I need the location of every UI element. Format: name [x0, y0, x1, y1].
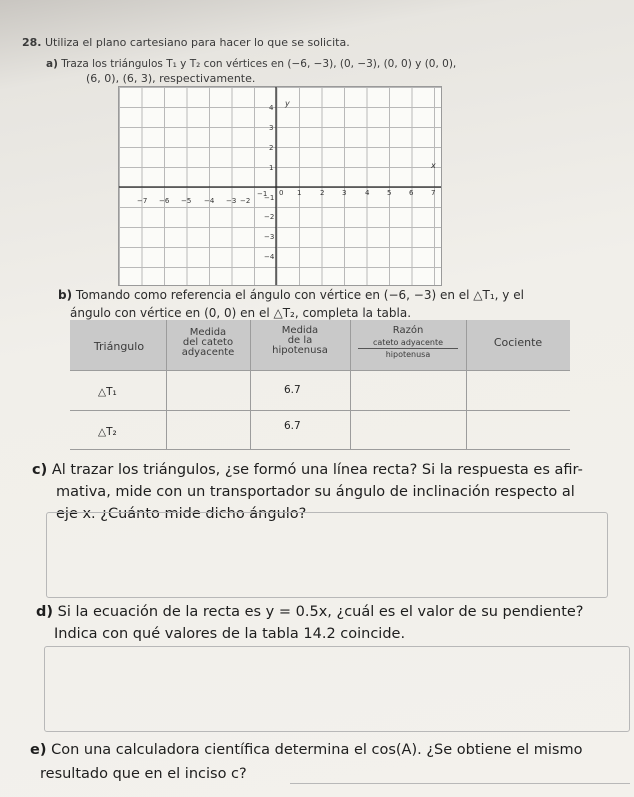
y-tick: 2: [269, 144, 274, 152]
col3-line: de la: [287, 335, 313, 346]
x-tick: 2: [320, 189, 325, 197]
x-tick: 6: [409, 189, 414, 197]
col-divider: [250, 320, 251, 450]
part-e-label: e): [30, 742, 47, 758]
part-e-text2: resultado que en el inciso c?: [40, 766, 247, 782]
part-a-label: a): [46, 58, 58, 70]
plane-axes: [119, 87, 441, 285]
part-e-line1: [30, 742, 582, 758]
col-header-ratio: [352, 326, 464, 360]
part-c-text1: Al trazar los triángulos, ¿se formó una línea recta? Si la respuesta es afir-: [51, 462, 583, 478]
answer-cell-quotient-t2[interactable]: [468, 412, 568, 448]
ratio-table: [70, 320, 570, 450]
part-e-text1: Con una calculadora científica determina el cos(A). ¿Se obtiene el mismo: [51, 742, 583, 758]
row-triangle-t2: △T₂: [98, 426, 117, 438]
part-b-text2: ángulo con vértice en (0, 0) en el △T₂, completa la tabla.: [70, 306, 412, 320]
row-triangle-t1: △T₁: [98, 386, 117, 398]
y-tick: 3: [269, 124, 274, 132]
col-header-hypotenuse: [252, 326, 348, 356]
part-b-text1: Tomando como referencia el ángulo con vértice en (−6, −3) en el △T₁, y el: [75, 288, 524, 302]
part-a-text2: (6, 0), (6, 3), respectivamente.: [86, 72, 256, 85]
col-divider: [166, 320, 167, 450]
ratio-denominator: hipotenusa: [385, 350, 431, 359]
ratio-numerator: cateto adyacente: [358, 338, 458, 349]
row-divider: [70, 410, 570, 411]
part-d-text1: Si la ecuación de la recta es y = 0.5x, ¿cuál es el valor de su pendiente?: [57, 604, 584, 620]
part-b-line1: [58, 288, 524, 302]
answer-line-e[interactable]: [290, 783, 630, 784]
answer-cell-adjacent-t1[interactable]: [168, 372, 249, 409]
x-tick: −5: [181, 197, 192, 205]
col-divider: [466, 320, 467, 450]
x-tick: −6: [159, 197, 170, 205]
y-tick: −1: [264, 194, 275, 202]
col-header-triangle: Triángulo: [93, 340, 145, 353]
x-tick: −2: [240, 197, 251, 205]
x-tick: 7: [431, 189, 436, 197]
row-divider: [70, 449, 570, 450]
x-tick: 3: [342, 189, 347, 197]
problem-intro-text: Utiliza el plano cartesiano para hacer lo que se solicita.: [45, 36, 350, 49]
part-a-line1: [46, 58, 456, 70]
x-tick: 1: [297, 189, 302, 197]
part-a-text1: Traza los triángulos T₁ y T₂ con vértices en (−6, −3), (0, −3), (0, 0) y (0, 0),: [61, 58, 457, 70]
part-c-line1: [32, 462, 583, 478]
x-axis-label: x: [431, 161, 436, 170]
x-tick: −4: [204, 197, 215, 205]
part-c-text2: mativa, mide con un transportador su ángulo de inclinación respecto al: [56, 484, 575, 500]
x-tick: 4: [365, 189, 370, 197]
row-hypotenuse-t2: 6.7: [284, 420, 301, 432]
col-header-adjacent: [168, 328, 248, 358]
cartesian-plane[interactable]: [118, 86, 442, 286]
x-tick: −7: [137, 197, 148, 205]
part-c-label: c): [32, 462, 48, 478]
part-c-text3: eje x. ¿Cuánto mide dicho ángulo?: [56, 506, 307, 522]
part-b-label: b): [58, 288, 73, 302]
origin-label: 0: [279, 189, 284, 197]
x-tick: −3: [226, 197, 237, 205]
col4-line: Razón: [392, 325, 424, 336]
part-d-text2: Indica con qué valores de la tabla 14.2 coincide.: [54, 626, 406, 642]
y-axis-label: y: [285, 99, 290, 108]
y-tick: −4: [264, 253, 275, 261]
row-divider: [70, 370, 570, 371]
answer-cell-ratio-t1[interactable]: [352, 372, 465, 409]
answer-cell-quotient-t1[interactable]: [468, 372, 568, 409]
problem-number: 28.: [22, 36, 42, 49]
col3-line: Medida: [281, 325, 319, 336]
answer-cell-ratio-t2[interactable]: [352, 412, 465, 448]
y-tick: −3: [264, 233, 275, 241]
col2-line: Medida: [189, 327, 227, 338]
row-hypotenuse-t1: 6.7: [284, 384, 301, 396]
col2-line: adyacente: [181, 347, 235, 358]
col3-line: hipotenusa: [272, 345, 328, 356]
y-tick: 1: [269, 164, 274, 172]
y-tick: −2: [264, 213, 275, 221]
col2-line: del cateto: [182, 337, 234, 348]
x-tick: 5: [387, 189, 392, 197]
answer-box-c[interactable]: [46, 512, 608, 598]
x-tick: −1: [257, 190, 268, 198]
part-d-line1: [36, 604, 584, 620]
col-header-quotient: Cociente: [493, 336, 543, 349]
answer-cell-adjacent-t2[interactable]: [168, 412, 249, 448]
y-tick: 4: [269, 104, 274, 112]
col-divider: [350, 320, 351, 450]
part-d-label: d): [36, 604, 54, 620]
answer-box-d[interactable]: [44, 646, 630, 732]
problem-intro: [22, 36, 350, 49]
